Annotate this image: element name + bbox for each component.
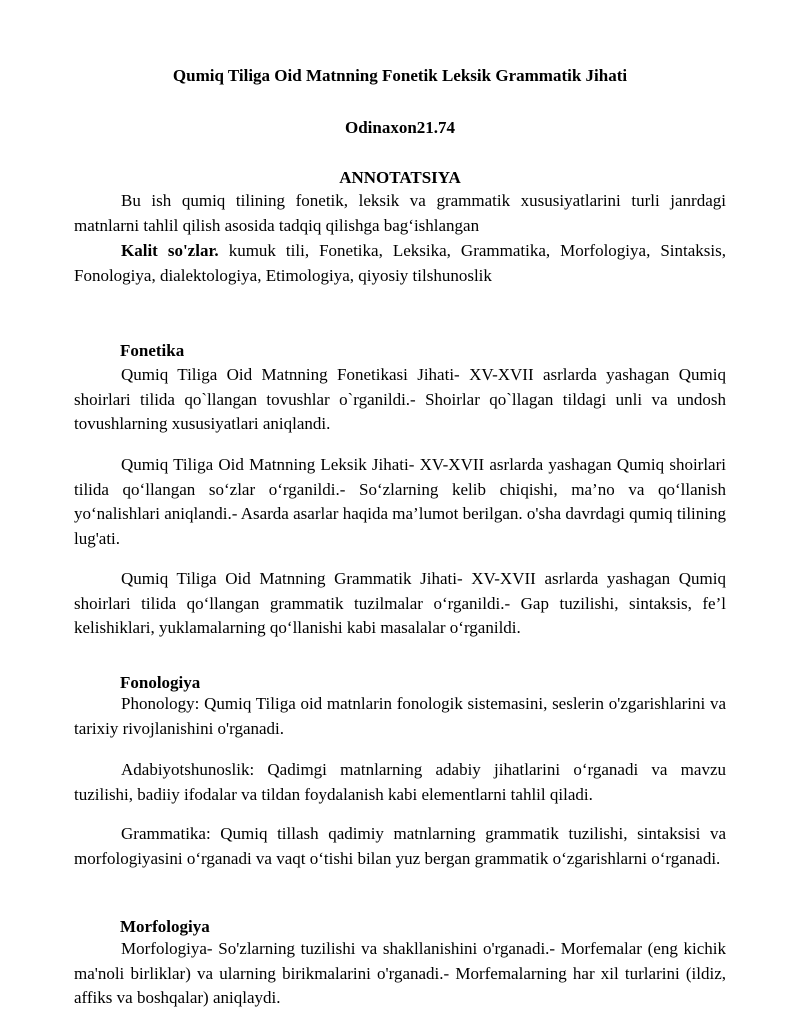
fonologiya-paragraph-1: Phonology: Qumiq Tiliga oid matnlarin fonologik sistemasini, seslerin o'zgarishlarini va tarixiy rivojlanishini o'rganadi.: [74, 694, 726, 738]
abstract-paragraph: Bu ish qumiq tilining fonetik, leksik va grammatik xususiyatlarini turli janrdagi matnlarni tahlil qilish asosida tadqiq qilishga bag‘ishlangan: [74, 191, 726, 235]
fonetika-paragraph-3: Qumiq Tiliga Oid Matnning Grammatik Jihati- XV-XVII asrlarda yashagan Qumiq shoirlari tilida qo‘llangan grammatik tuzilmalar o‘rganildi.- Gap tuzilishi, sintaksis, fe’l kelishiklari, yuklamalarning qo‘llanishi kabi masalalar o‘rganildi.: [74, 569, 726, 637]
document-author: Odinaxon21.74: [344, 118, 456, 137]
fonetika-paragraph-2: Qumiq Tiliga Oid Matnning Leksik Jihati- XV-XVII asrlarda yashagan Qumiq shoirlari tilida qo‘llangan so‘zlar o‘rganildi.- So‘zlarning kelib chiqishi, ma’no va qo‘llanish yo‘nalishlari aniqlandi.- Asarda asarlar haqida ma’lumot berilgan. o'sha davrdagi qumiq tilining lug'ati.: [74, 455, 726, 548]
section-heading-fonetika: Fonetika: [120, 341, 185, 360]
fonologiya-paragraph-3: Grammatika: Qumiq tillash qadimiy matnlarning grammatik tuzilishi, sintaksisi va morfologiyasini o‘rganadi va vaqt o‘tishi bilan yuz bergan grammatik o‘zgarishlarni o‘rganadi.: [74, 824, 726, 868]
keywords-text: kumuk tili, Fonetika, Leksika, Grammatika, Morfologiya, Sintaksis, Fonologiya, dialektologiya, Etimologiya, qiyosiy tilshunoslik: [74, 241, 726, 285]
keywords-paragraph: [74, 239, 726, 288]
section-heading-fonologiya: Fonologiya: [120, 673, 201, 692]
fonetika-paragraph-1: Qumiq Tiliga Oid Matnning Fonetikasi Jihati- XV-XVII asrlarda yashagan Qumiq shoirlari tilida qo`llangan tovushlar o`rganildi.- Shoirlar qo`llagan tildagi unli va undosh tovushlarning xususiyatlari aniqlandi.: [74, 365, 726, 433]
section-heading-morfologiya: Morfologiya: [120, 917, 210, 936]
fonologiya-paragraph-2: Adabiyotshunoslik: Qadimgi matnlarning adabiy jihatlarini o‘rganadi va mavzu tuzilishi, badiiy ifodalar va tildan foydalanish kabi elementlarni tahlil qiladi.: [74, 760, 726, 804]
document-title: Qumiq Tiliga Oid Matnning Fonetik Leksik Grammatik Jihati: [172, 66, 628, 85]
keywords-label: Kalit so'zlar.: [121, 241, 219, 260]
morfologiya-paragraph-1: Morfologiya- So'zlarning tuzilishi va shakllanishini o'rganadi.- Morfemalar (eng kichik ma'noli birliklar) va ularning birikmalarini o'rganadi.- Morfemalarning har xil turlarini (ildiz, affiks va boshqalar) aniqlaydi.: [74, 939, 726, 1007]
abstract-heading: ANNOTATSIYA: [339, 168, 461, 187]
